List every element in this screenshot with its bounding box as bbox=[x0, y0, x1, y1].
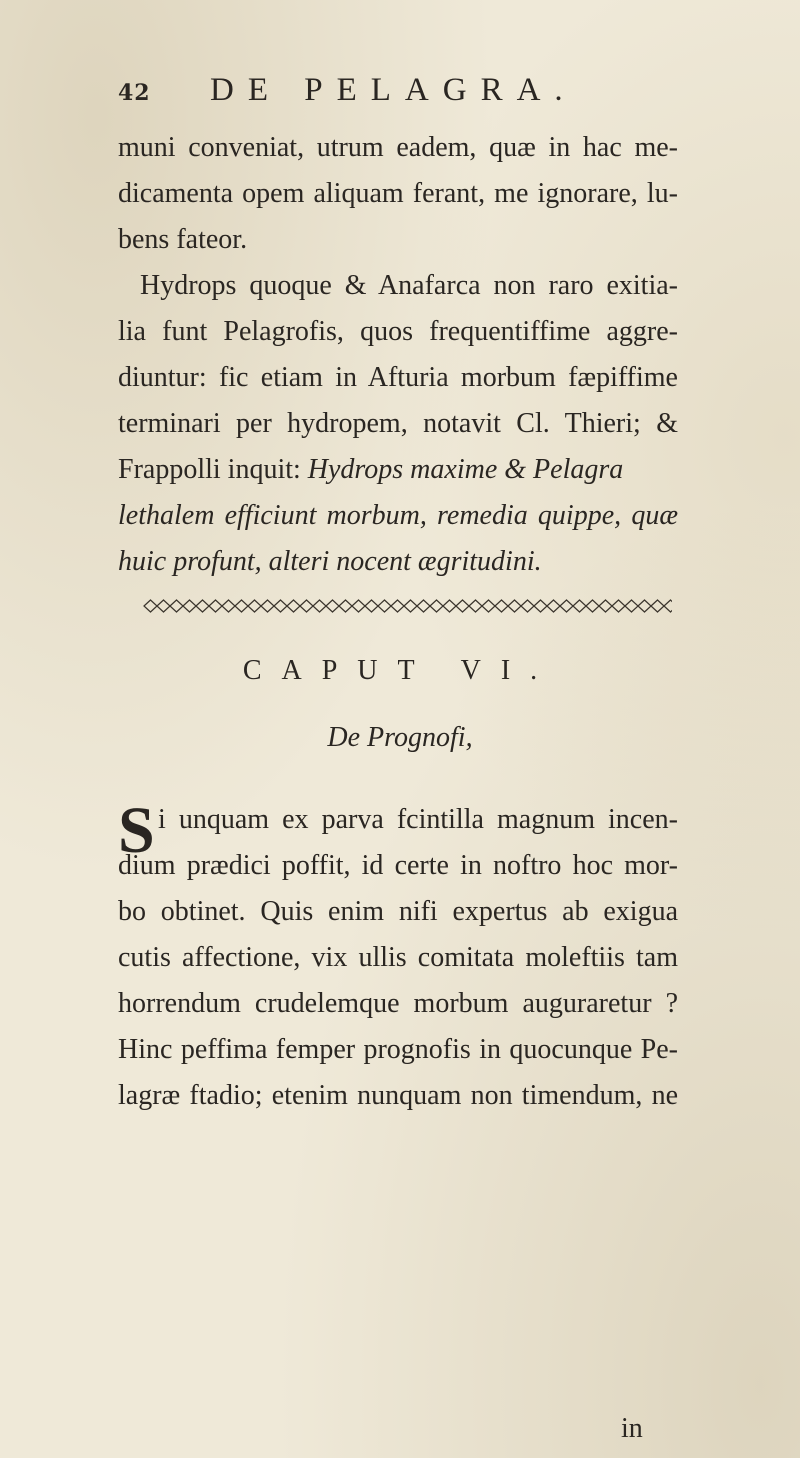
catchword: in bbox=[621, 1413, 643, 1444]
ornament-link bbox=[534, 600, 547, 612]
ornament-link bbox=[404, 600, 417, 612]
ornament-link bbox=[664, 600, 672, 612]
text-line: bo obtinet. Quis enim nifi expertus ab exigua bbox=[118, 896, 678, 927]
ornament-link bbox=[495, 600, 508, 612]
ornament-link bbox=[144, 600, 157, 612]
ornament-link bbox=[235, 600, 248, 612]
text-line: muni conveniat, utrum eadem, quæ in hac me- bbox=[118, 132, 678, 163]
ornament-link bbox=[599, 600, 612, 612]
text-line: dicamenta opem aliquam ferant, me ignorare, lu- bbox=[118, 178, 678, 209]
ornament-link bbox=[300, 600, 313, 612]
ornament-link bbox=[443, 600, 456, 612]
ornament-link bbox=[417, 600, 430, 612]
decorative-rule bbox=[140, 596, 672, 616]
text-line: diuntur: fic etiam in Afturia morbum fæpiffime bbox=[118, 362, 678, 393]
ornament-link bbox=[261, 600, 274, 612]
ornament-link bbox=[638, 600, 651, 612]
quote-start: Hydrops maxime & Pelagra bbox=[307, 454, 624, 485]
ornament-link bbox=[430, 600, 443, 612]
ornament-link bbox=[482, 600, 495, 612]
text-line: horrendum crudelemque morbum auguraretur ? bbox=[118, 988, 678, 1019]
ornament-link bbox=[313, 600, 326, 612]
drop-cap: S bbox=[118, 794, 155, 867]
ornament-link bbox=[625, 600, 638, 612]
ornament-link bbox=[560, 600, 573, 612]
quote-line: lethalem efficiunt morbum, remedia quippe, quæ bbox=[118, 500, 678, 531]
text-line: lia funt Pelagrofis, quos frequentiffime aggre- bbox=[118, 316, 678, 347]
ornament-link bbox=[573, 600, 586, 612]
running-title: DE PELAGRA. bbox=[210, 72, 577, 108]
text-line: bens fateor. bbox=[118, 224, 248, 255]
ornament-link bbox=[365, 600, 378, 612]
ornament-link bbox=[547, 600, 560, 612]
page-number: 42 bbox=[118, 80, 151, 106]
ornament-link bbox=[248, 600, 261, 612]
ornament-link bbox=[391, 600, 404, 612]
ornament-link bbox=[196, 600, 209, 612]
text-line: dium prædici poffit, id certe in noftro hoc mor- bbox=[118, 850, 678, 881]
ornament-link bbox=[183, 600, 196, 612]
ornament-link bbox=[469, 600, 482, 612]
text-line: Hydrops quoque & Anafarca non raro exitia- bbox=[140, 270, 678, 301]
ornament-link bbox=[651, 600, 664, 612]
ornament-link bbox=[326, 600, 339, 612]
ornament-link bbox=[612, 600, 625, 612]
page-header bbox=[118, 72, 678, 112]
ornament-link bbox=[274, 600, 287, 612]
chapter-heading: CAPUT VI. bbox=[242, 655, 558, 686]
ornament-link bbox=[508, 600, 521, 612]
text-line: lagræ ftadio; etenim nunquam non timendum, ne bbox=[118, 1080, 678, 1111]
ornament-link bbox=[157, 600, 170, 612]
text-line: terminari per hydropem, notavit Cl. Thieri; & bbox=[118, 408, 678, 439]
ornament-link bbox=[586, 600, 599, 612]
text-line bbox=[118, 452, 623, 488]
text-line-start: Frappolli inquit: bbox=[118, 454, 301, 485]
ornament-link bbox=[287, 600, 300, 612]
quote-line: huic profunt, alteri nocent ægritudini. bbox=[118, 546, 542, 577]
text-line: i unquam ex parva fcintilla magnum incen- bbox=[158, 804, 678, 835]
ornament-link bbox=[521, 600, 534, 612]
ornament-link bbox=[456, 600, 469, 612]
ornament-link bbox=[209, 600, 222, 612]
chapter-subtitle: De Prognofi, bbox=[327, 722, 473, 753]
ornament-link bbox=[352, 600, 365, 612]
text-line: Hinc peffima femper prognofis in quocunque Pe- bbox=[118, 1034, 678, 1065]
ornament-link bbox=[339, 600, 352, 612]
ornament-link bbox=[222, 600, 235, 612]
text-line: cutis affectione, vix ullis comitata moleftiis tam bbox=[118, 942, 678, 973]
ornament-link bbox=[170, 600, 183, 612]
ornament-link bbox=[378, 600, 391, 612]
